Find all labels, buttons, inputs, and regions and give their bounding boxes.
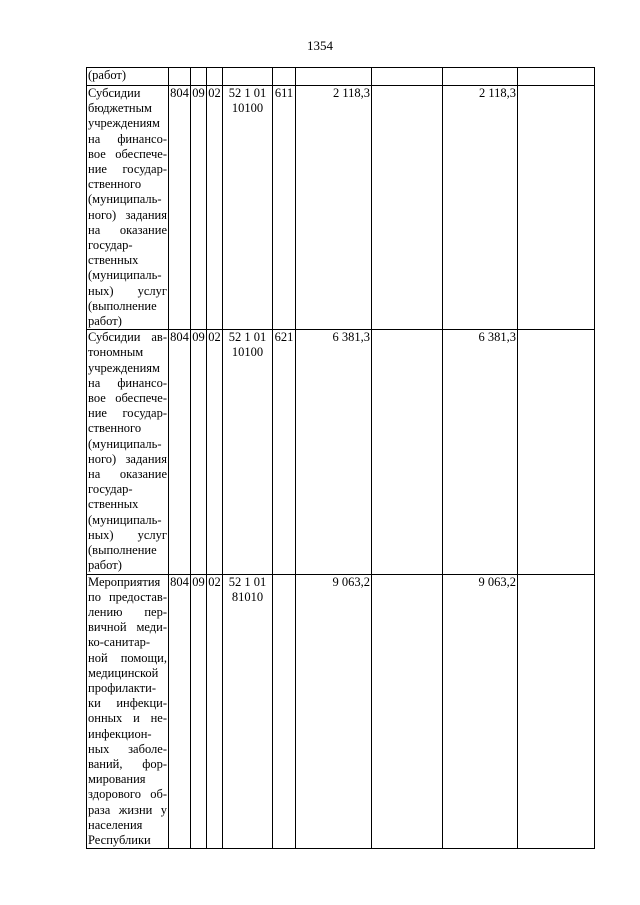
item-name-line: (муниципаль- xyxy=(88,192,162,207)
item-name-line: мирования xyxy=(88,772,146,787)
ved-cell: 804 xyxy=(169,86,191,330)
item-name-line: ственного xyxy=(88,421,142,436)
item-name-line: здорового об- xyxy=(88,787,167,802)
item-name-cell xyxy=(87,330,169,574)
item-name-cell xyxy=(87,574,169,849)
item-name-line: ки инфекци- xyxy=(88,696,167,711)
item-name-line: на оказание xyxy=(88,467,167,482)
item-name-line: работ) xyxy=(88,314,122,329)
pr-cell: 02 xyxy=(207,330,223,574)
csr-code-part: 52 1 01 xyxy=(228,330,267,345)
item-name-line: Республики xyxy=(88,832,151,847)
csr-cell xyxy=(223,86,273,330)
pr-cell xyxy=(207,68,223,86)
item-name-line: населения xyxy=(88,817,143,832)
empty-cell xyxy=(372,68,443,86)
sum-cell: 9 063,2 xyxy=(296,574,372,849)
item-name-line: ного) задания xyxy=(88,451,167,466)
pr-cell: 02 xyxy=(207,86,223,330)
ved-cell: 804 xyxy=(169,330,191,574)
item-name-line: бюджетным xyxy=(88,101,152,116)
item-name-line: Субсидии ав- xyxy=(88,330,167,345)
item-name-line: (работ) xyxy=(88,68,127,82)
csr-cell xyxy=(223,330,273,574)
item-name-line: вое обеспече- xyxy=(88,391,167,406)
item-name-line: медицинской xyxy=(88,665,159,680)
budget-table xyxy=(86,67,595,849)
rz-cell: 09 xyxy=(191,86,207,330)
item-name-line: ной помощи, xyxy=(88,650,167,665)
empty-cell xyxy=(372,330,443,574)
item-name-line: профилакти- xyxy=(88,680,156,695)
csr-code-part: 10100 xyxy=(231,101,264,116)
item-name-line: на финансо- xyxy=(88,131,167,146)
csr-code-part: 81010 xyxy=(231,589,264,604)
item-name-line: по предостав- xyxy=(88,589,167,604)
item-name-line: учреждениям xyxy=(88,360,160,375)
vr-cell: 611 xyxy=(273,86,296,330)
vr-cell: 621 xyxy=(273,330,296,574)
item-name-line: Субсидии xyxy=(88,86,141,100)
vr-cell xyxy=(273,68,296,86)
item-name-line: ных) услуг xyxy=(88,527,167,542)
item-name-line: раза жизни у xyxy=(88,802,167,817)
item-name-line: вичной меди- xyxy=(88,620,167,635)
empty-cell xyxy=(372,86,443,330)
empty-cell xyxy=(518,330,595,574)
page-number: 1354 xyxy=(307,38,333,53)
sum-cell xyxy=(443,68,518,86)
empty-cell xyxy=(372,574,443,849)
item-name-line: ственных xyxy=(88,253,139,268)
item-name-line: тономным xyxy=(88,345,144,360)
csr-code-part: 52 1 01 xyxy=(228,574,267,589)
item-name-line: на финансо- xyxy=(88,375,167,390)
empty-cell xyxy=(518,574,595,849)
sum-cell: 2 118,3 xyxy=(443,86,518,330)
empty-cell xyxy=(518,86,595,330)
table-row xyxy=(87,330,595,574)
item-name-line: (муниципаль- xyxy=(88,436,162,451)
ved-cell: 804 xyxy=(169,574,191,849)
item-name-line: инфекцион- xyxy=(88,726,152,741)
csr-cell xyxy=(223,68,273,86)
pr-cell: 02 xyxy=(207,574,223,849)
ved-cell xyxy=(169,68,191,86)
item-name-line: ние государ- xyxy=(88,162,167,177)
item-name-line: ние государ- xyxy=(88,406,167,421)
item-name-line: (выполнение xyxy=(88,298,157,313)
sum-cell: 6 381,3 xyxy=(443,330,518,574)
item-name-line: ко-санитар- xyxy=(88,635,151,650)
item-name-cell xyxy=(87,68,169,86)
rz-cell xyxy=(191,68,207,86)
item-name-line: лению пер- xyxy=(88,604,167,619)
item-name-line: государ- xyxy=(88,238,133,253)
table-row xyxy=(87,574,595,849)
empty-cell xyxy=(518,68,595,86)
item-name-line: (муниципаль- xyxy=(88,268,162,283)
rz-cell: 09 xyxy=(191,330,207,574)
table-row xyxy=(87,68,595,86)
sum-cell: 9 063,2 xyxy=(443,574,518,849)
item-name-line: (муниципаль- xyxy=(88,512,162,527)
item-name-line: ных заболе- xyxy=(88,741,167,756)
csr-code-part: 52 1 01 xyxy=(228,86,267,100)
csr-cell xyxy=(223,574,273,849)
item-name-line: Мероприятия xyxy=(88,574,161,589)
item-name-line: ственных xyxy=(88,497,139,512)
sum-cell xyxy=(296,68,372,86)
vr-cell xyxy=(273,574,296,849)
item-name-line: ного) задания xyxy=(88,207,167,222)
item-name-line: ваний, фор- xyxy=(88,756,167,771)
item-name-line: государ- xyxy=(88,482,133,497)
item-name-line: работ) xyxy=(88,558,122,573)
item-name-line: учреждениям xyxy=(88,116,160,131)
item-name-cell xyxy=(87,86,169,330)
rz-cell: 09 xyxy=(191,574,207,849)
item-name-line: (выполнение xyxy=(88,543,157,558)
item-name-line: вое обеспече- xyxy=(88,146,167,161)
table-row xyxy=(87,86,595,330)
sum-cell: 6 381,3 xyxy=(296,330,372,574)
budget-table-body xyxy=(87,68,595,849)
item-name-line: ных) услуг xyxy=(88,283,167,298)
sum-cell: 2 118,3 xyxy=(296,86,372,330)
item-name-line: на оказание xyxy=(88,222,167,237)
item-name-line: ственного xyxy=(88,177,142,192)
item-name-line: онных и не- xyxy=(88,711,167,726)
csr-code-part: 10100 xyxy=(231,345,264,360)
